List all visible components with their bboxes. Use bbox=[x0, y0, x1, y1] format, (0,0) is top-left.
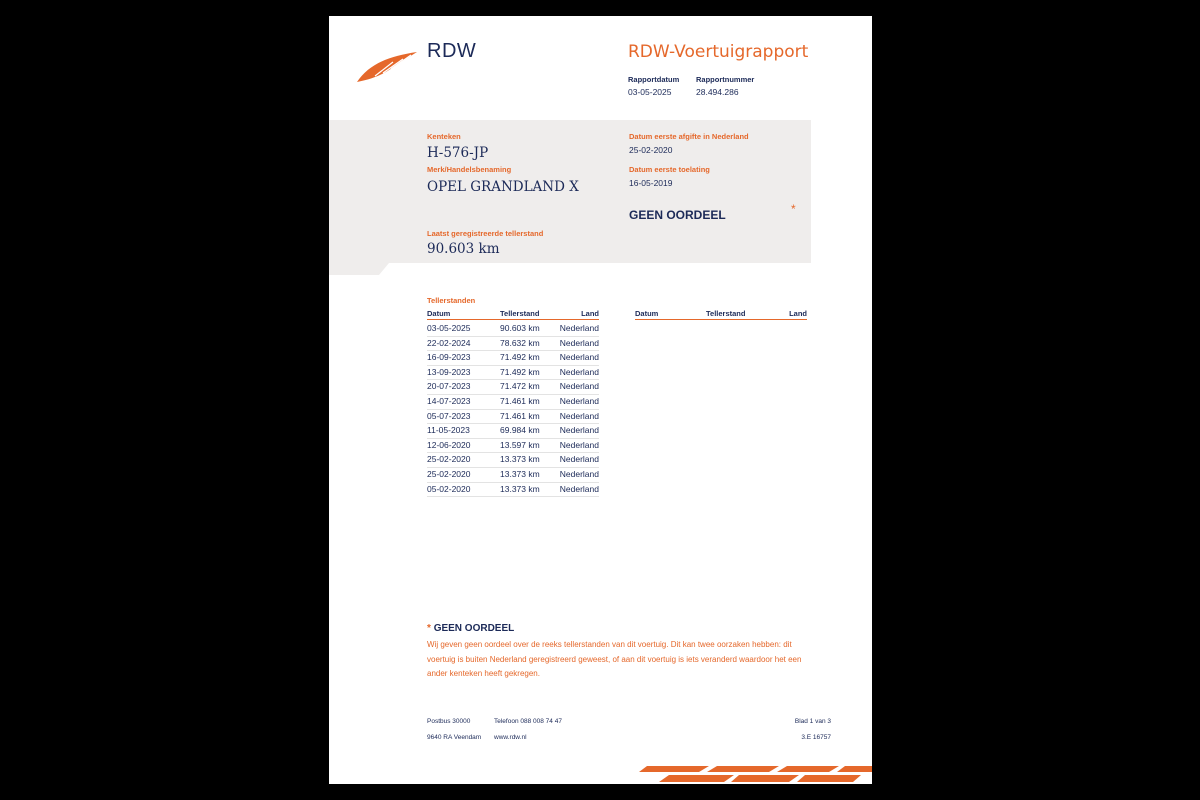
cell-tellerstand: 71.461 km bbox=[500, 410, 540, 421]
col-datum: Datum bbox=[427, 309, 451, 318]
table-row bbox=[427, 350, 599, 366]
cell-tellerstand: 71.492 km bbox=[500, 352, 540, 363]
col-datum-right: Datum bbox=[635, 309, 659, 318]
cell-datum: 03-05-2025 bbox=[427, 323, 471, 333]
tellerstanden-title: Tellerstanden bbox=[427, 296, 476, 305]
table-row bbox=[427, 365, 599, 381]
footer-blad: Blad 1 van 3 bbox=[794, 718, 831, 725]
cell-tellerstand: 71.461 km bbox=[500, 396, 540, 406]
note-text: Wij geven geen oordeel over de reeks tellerstanden van dit voertuig. Dit kan twee oorzaken hebben: dit voertuig is buiten Nederland geregistreerd geweest, of aan dit voertuig is iets veranderd waardoor het een ander kenteken heeft gekregen. bbox=[427, 640, 802, 678]
footer-website: www.rdw.nl bbox=[494, 734, 527, 741]
cell-land: Nederland bbox=[559, 469, 599, 479]
cell-datum: 25-02-2020 bbox=[427, 454, 471, 465]
table-row bbox=[427, 394, 599, 410]
cell-datum: 05-02-2020 bbox=[427, 483, 471, 494]
col-land: Land bbox=[581, 309, 599, 318]
cell-land: Nederland bbox=[559, 396, 599, 406]
cell-tellerstand: 90.603 km bbox=[500, 323, 540, 333]
tellerstand-value: 90.603 km bbox=[427, 241, 500, 257]
cell-datum: 05-07-2023 bbox=[427, 410, 471, 421]
afgifte-value: 25-02-2020 bbox=[629, 145, 673, 155]
cell-tellerstand: 13.373 km bbox=[500, 483, 540, 494]
cell-datum: 13-09-2023 bbox=[427, 366, 471, 377]
col-tellerstand-right: Tellerstand bbox=[706, 309, 746, 318]
cell-datum: 22-02-2024 bbox=[427, 337, 471, 348]
merk-value: OPEL GRANDLAND X bbox=[427, 179, 579, 195]
cell-land: Nederland bbox=[559, 483, 599, 494]
afgifte-label: Datum eerste afgifte in Nederland bbox=[629, 132, 749, 141]
cell-land: Nederland bbox=[559, 366, 599, 377]
cell-land: Nederland bbox=[559, 410, 599, 421]
note-star: * bbox=[427, 623, 431, 634]
cell-datum: 14-07-2023 bbox=[427, 396, 471, 406]
table-header-left bbox=[427, 309, 599, 320]
cell-tellerstand: 69.984 km bbox=[500, 425, 540, 436]
kenteken-value: H-576-JP bbox=[427, 145, 489, 161]
cell-land: Nederland bbox=[559, 337, 599, 348]
cell-land: Nederland bbox=[559, 439, 599, 450]
cell-tellerstand: 71.492 km bbox=[500, 366, 540, 377]
cell-datum: 20-07-2023 bbox=[427, 381, 471, 392]
rapportdatum-label: Rapportdatum bbox=[628, 75, 680, 84]
toelating-label: Datum eerste toelating bbox=[629, 165, 710, 174]
cell-tellerstand: 13.373 km bbox=[500, 469, 540, 479]
kenteken-label: Kenteken bbox=[427, 132, 461, 141]
cell-datum: 16-09-2023 bbox=[427, 352, 471, 363]
toelating-value: 16-05-2019 bbox=[629, 178, 673, 188]
cell-datum: 11-05-2023 bbox=[427, 425, 470, 436]
cell-tellerstand: 13.597 km bbox=[500, 439, 540, 450]
cell-land: Nederland bbox=[559, 323, 599, 333]
cell-tellerstand: 13.373 km bbox=[500, 454, 540, 465]
table-header-right bbox=[635, 309, 807, 320]
footer-telefoon: Telefoon 088 008 74 47 bbox=[494, 718, 562, 725]
cell-land: Nederland bbox=[559, 352, 599, 363]
rapportdatum-value: 03-05-2025 bbox=[628, 87, 672, 97]
col-tellerstand: Tellerstand bbox=[500, 309, 540, 318]
cell-land: Nederland bbox=[559, 425, 599, 436]
rdw-stripes-icon bbox=[639, 764, 872, 784]
note-title bbox=[427, 623, 514, 634]
table-row bbox=[427, 409, 599, 425]
table-row bbox=[427, 482, 599, 498]
table-row bbox=[427, 321, 599, 337]
rapportnummer-value: 28.494.286 bbox=[696, 87, 739, 97]
cell-datum: 25-02-2020 bbox=[427, 469, 471, 479]
table-row bbox=[427, 423, 599, 439]
cell-land: Nederland bbox=[559, 454, 599, 465]
report-title: RDW-Voertuigrapport bbox=[628, 42, 809, 62]
cell-tellerstand: 71.472 km bbox=[500, 381, 540, 392]
merk-label: Merk/Handelsbenaming bbox=[427, 165, 512, 174]
report-page bbox=[329, 16, 872, 784]
table-row bbox=[427, 336, 599, 352]
col-land-right: Land bbox=[789, 309, 807, 318]
logo-text: RDW bbox=[427, 40, 477, 62]
tellerstand-label: Laatst geregistreerde tellerstand bbox=[427, 229, 544, 238]
footer-adres: 9640 RA Veendam bbox=[427, 734, 482, 741]
oordeel-star: * bbox=[791, 202, 796, 216]
rdw-wing-icon bbox=[355, 50, 419, 84]
footer-code: 3.E 16757 bbox=[801, 734, 831, 741]
oordeel-value: GEEN OORDEEL bbox=[629, 208, 726, 222]
cell-land: Nederland bbox=[559, 381, 599, 392]
table-row bbox=[427, 452, 599, 468]
cell-datum: 12-06-2020 bbox=[427, 439, 471, 450]
rapportnummer-label: Rapportnummer bbox=[696, 75, 755, 84]
table-row bbox=[427, 379, 599, 395]
band-tab-shape bbox=[329, 263, 389, 275]
cell-tellerstand: 78.632 km bbox=[500, 337, 540, 348]
table-row bbox=[427, 467, 599, 483]
table-row bbox=[427, 438, 599, 454]
footer-postbus: Postbus 30000 bbox=[427, 718, 471, 725]
note-title-text: GEEN OORDEEL bbox=[433, 623, 515, 634]
